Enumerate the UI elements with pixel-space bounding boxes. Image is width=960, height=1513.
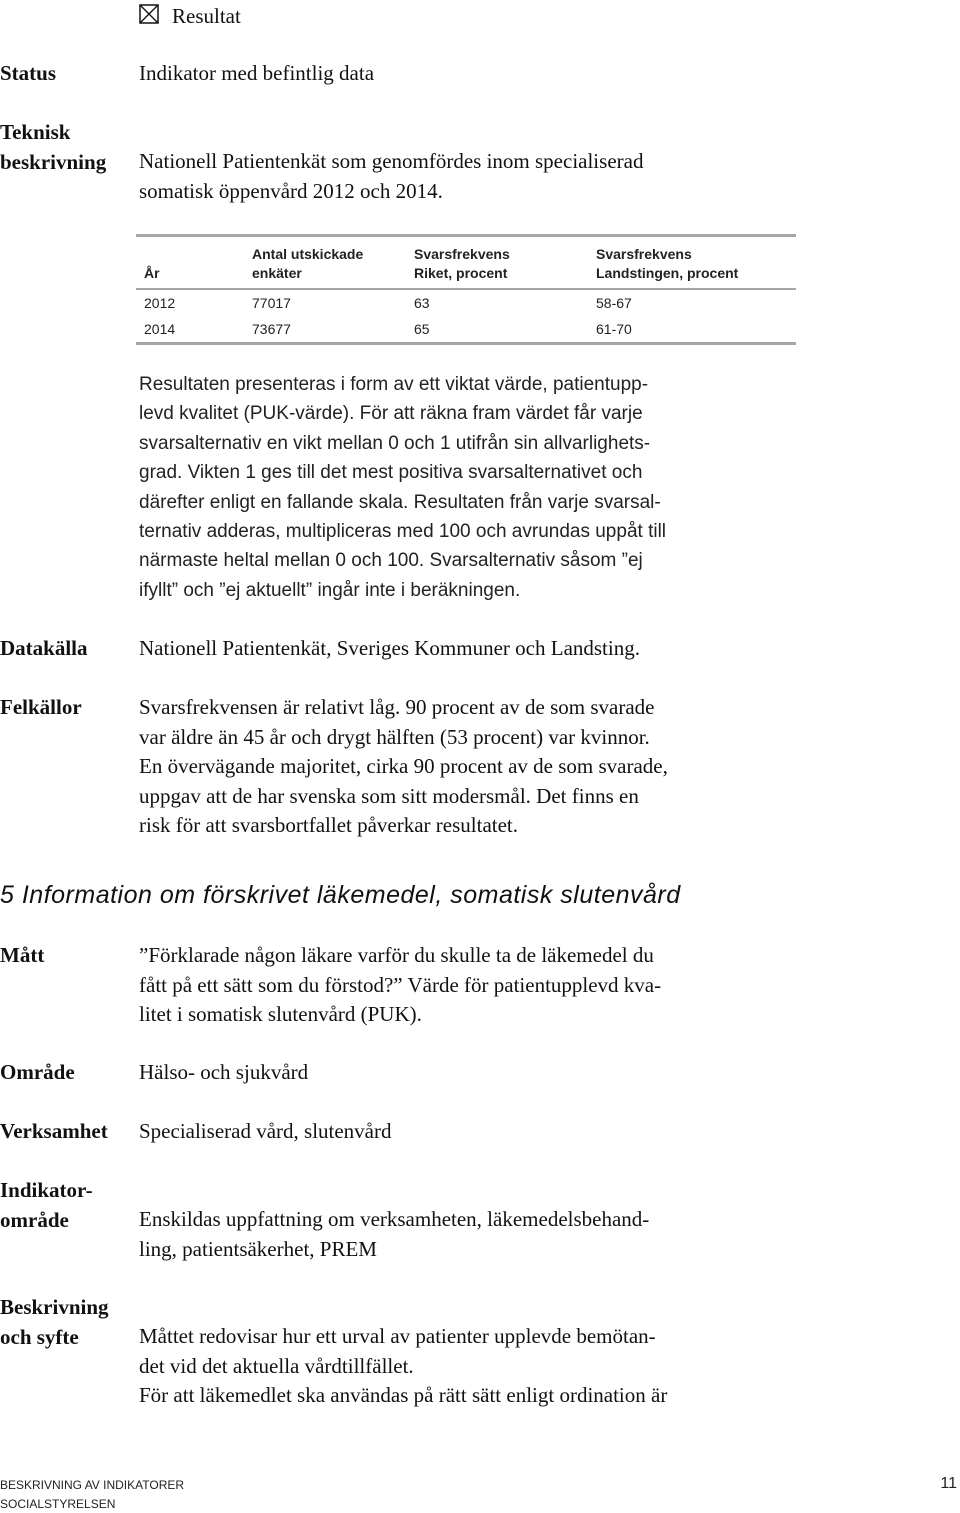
matt-line: fått på ett sätt som du förstod?” Värde för patientupplevd kva- — [139, 972, 662, 997]
table-cell: 63 — [414, 295, 430, 311]
table-header-landstingen: Svarsfrekvens Landstingen, procent — [596, 246, 739, 281]
table-header-row — [136, 236, 796, 290]
felkallor-line: var äldre än 45 år och drygt hälften (53 procent) var kvinnor. — [139, 724, 650, 749]
omrade-label: Område — [0, 1060, 75, 1084]
table-cell: 2012 — [144, 295, 176, 311]
method-paragraph — [139, 370, 939, 605]
beskrivning-label-line: och syfte — [0, 1324, 79, 1349]
felkallor-line: Svarsfrekvensen är relativt låg. 90 procent av de som svarade — [139, 695, 655, 719]
felkallor-label: Felkällor — [0, 695, 82, 719]
response-rate-table — [136, 234, 796, 345]
indikatoromrade-line: ling, patientsäkerhet, PREM — [139, 1236, 377, 1261]
table-cell: 77017 — [252, 295, 291, 311]
checked-box-icon — [139, 4, 159, 24]
indikatoromrade-label-line: område — [0, 1207, 69, 1232]
indikatoromrade-label-line: Indikator- — [0, 1178, 93, 1202]
beskrivning-text — [139, 1322, 939, 1411]
datakalla-text: Nationell Patientenkät, Sveriges Kommuner och Landsting. — [139, 636, 640, 660]
teknisk-label-line: Teknisk — [0, 120, 71, 144]
teknisk-text — [139, 147, 939, 206]
teknisk-text-line: somatisk öppenvård 2012 och 2014. — [139, 178, 443, 203]
table-cell: 2014 — [144, 321, 176, 337]
teknisk-label — [0, 118, 106, 177]
datakalla-label: Datakälla — [0, 636, 88, 660]
felkallor-text — [139, 693, 939, 841]
table-cell: 73677 — [252, 321, 291, 337]
paragraph-line: Resultaten presenteras i form av ett viktat värde, patientupp- — [139, 374, 649, 395]
paragraph-line: ternativ adderas, multipliceras med 100 och avrundas uppåt till — [139, 521, 667, 543]
matt-line: ”Förklarade någon läkare varför du skulle ta de läkemedel du — [139, 943, 654, 967]
indikatoromrade-label — [0, 1176, 93, 1235]
table-cell: 65 — [414, 321, 430, 337]
teknisk-label-line: beskrivning — [0, 149, 107, 174]
table-header-riket: Svarsfrekvens Riket, procent — [414, 246, 510, 281]
table-cell: 58-67 — [596, 295, 632, 311]
beskrivning-line: det vid det aktuella vårdtillfället. — [139, 1353, 414, 1378]
felkallor-line: En övervägande majoritet, cirka 90 procent av de som svarade, — [139, 754, 668, 778]
beskrivning-line: Måttet redovisar hur ett urval av patienter upplevde bemötan- — [139, 1324, 656, 1348]
beskrivning-label — [0, 1293, 109, 1352]
matt-line: litet i somatisk slutenvård (PUK). — [139, 1002, 422, 1026]
paragraph-line: närmaste heltal mellan 0 och 100. Svarsalternativ såsom ”ej — [139, 550, 643, 572]
indikatoromrade-text — [139, 1205, 939, 1264]
paragraph-line: grad. Vikten 1 ges till det mest positiva svarsalternativet och — [139, 462, 643, 484]
felkallor-line: risk för att svarsbortfallet påverkar resultatet. — [139, 813, 519, 837]
matt-label: Mått — [0, 943, 45, 967]
omrade-text: Hälso- och sjukvård — [139, 1060, 309, 1084]
checkbox-label: Resultat — [172, 4, 241, 28]
status-label: Status — [0, 61, 57, 85]
paragraph-line: levd kvalitet (PUK-värde). För att räkna fram värdet får varje — [139, 403, 643, 425]
table-row — [136, 316, 796, 344]
table-header-year: År — [144, 265, 160, 281]
paragraph-line: svarsalternativ en vikt mellan 0 och 1 utifrån sin allvarlighets- — [139, 432, 651, 454]
footer-org: SOCIALSTYRELSEN — [0, 1497, 116, 1511]
verksamhet-label: Verksamhet — [0, 1119, 108, 1143]
matt-text — [139, 941, 939, 1030]
table-row — [136, 289, 796, 316]
section-heading: 5 Information om förskrivet läkemedel, somatisk slutenvård — [0, 881, 681, 909]
table-header-sent: Antal utskickade enkäter — [252, 246, 364, 281]
page-number: 11 — [940, 1475, 957, 1492]
paragraph-line: därefter enligt en fallande skala. Resultaten från varje svarsal- — [139, 491, 661, 513]
beskrivning-label-line: Beskrivning — [0, 1295, 109, 1319]
beskrivning-line: För att läkemedlet ska användas på rätt sätt enligt ordination är — [139, 1383, 668, 1407]
verksamhet-text: Specialiserad vård, slutenvård — [139, 1119, 392, 1143]
status-text: Indikator med befintlig data — [139, 61, 375, 85]
teknisk-text-line: Nationell Patientenkät som genomfördes inom specialiserad — [139, 149, 644, 173]
footer-title: BESKRIVNING AV INDIKATORER — [0, 1478, 185, 1492]
felkallor-line: uppgav att de har svenska som sitt modersmål. Det finns en — [139, 783, 639, 808]
indikatoromrade-line: Enskildas uppfattning om verksamheten, läkemedelsbehand- — [139, 1207, 650, 1231]
table-cell: 61-70 — [596, 321, 632, 337]
paragraph-line: ifyllt” och ”ej aktuellt” ingår inte i beräkningen. — [139, 579, 521, 601]
